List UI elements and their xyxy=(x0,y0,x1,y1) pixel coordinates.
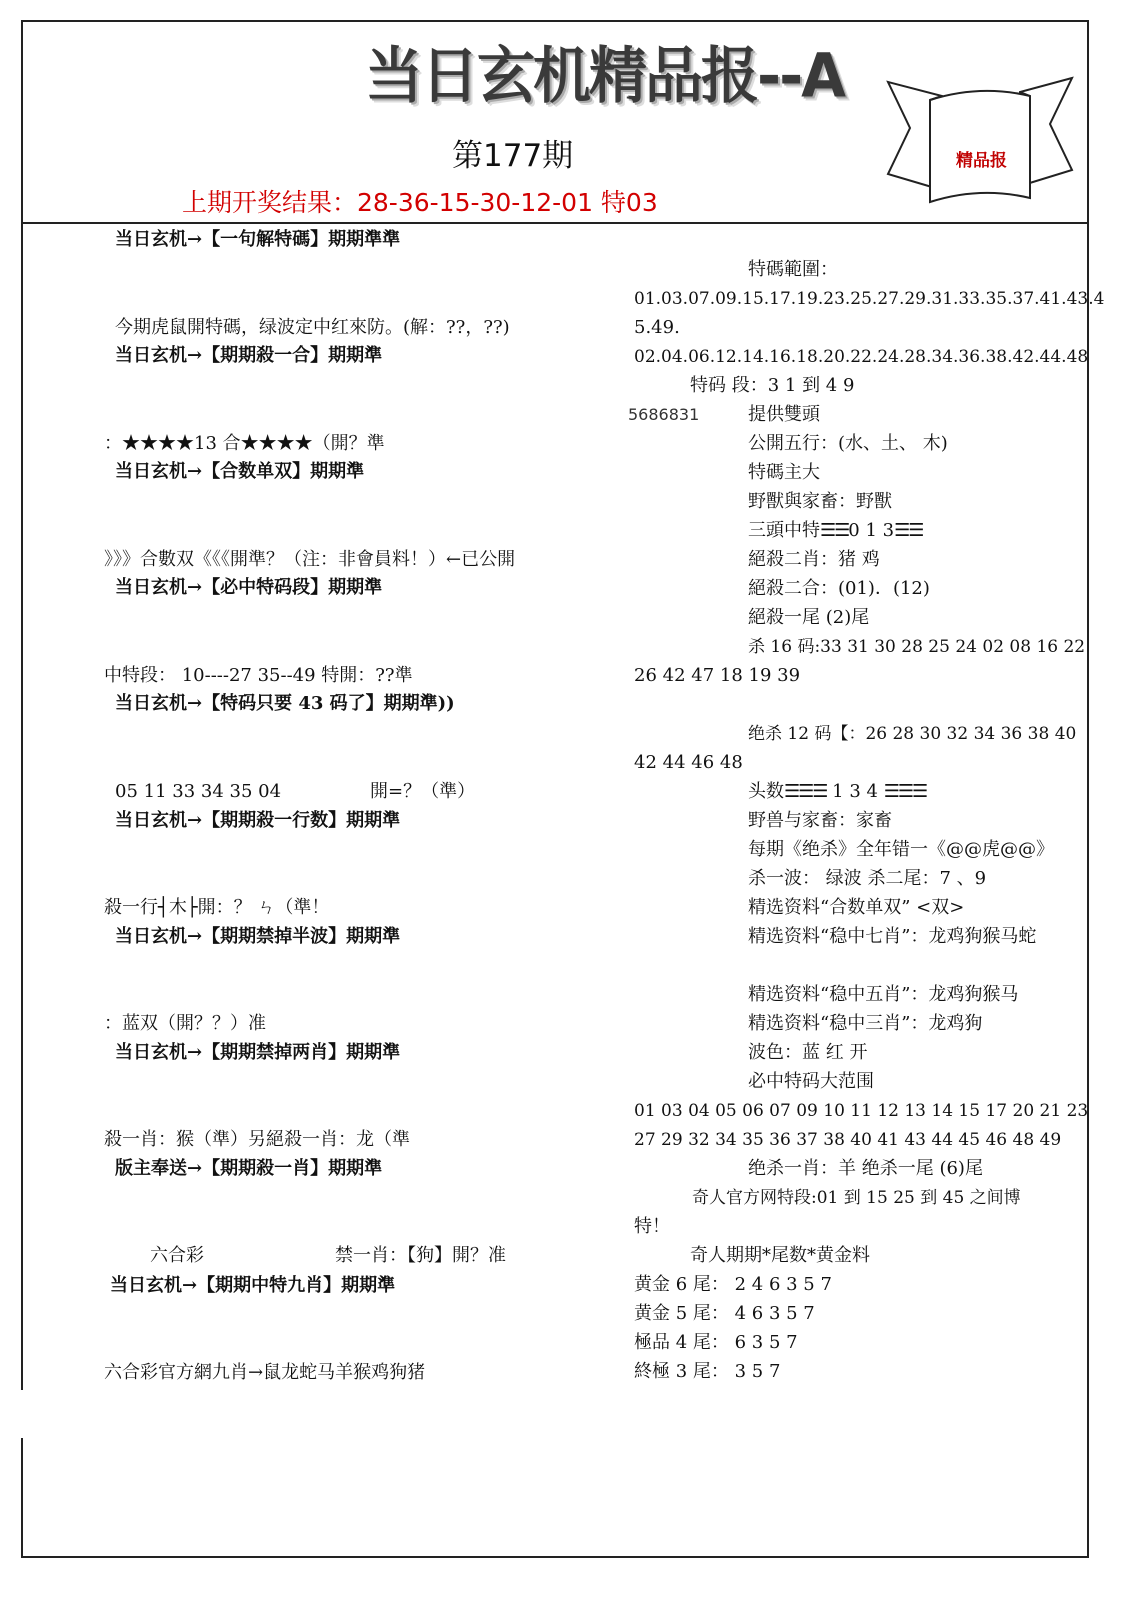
info-line: 黄金 6 尾： 2 4 6 3 5 7 xyxy=(634,1274,832,1295)
info-line: 野兽与家畜：家畜 xyxy=(748,810,892,831)
info-line: 波色：蓝 红 开 xyxy=(748,1042,868,1063)
info-line: 三頭中特☰☰0 1 3☰☰ xyxy=(748,520,923,541)
info-line: 精选资料“稳中五肖”：龙鸡狗猴马 xyxy=(748,984,1019,1005)
section-content: 殺一肖：猴（準）另絕殺一肖：龙（準 xyxy=(104,1129,410,1150)
info-line: 02.04.06.12.14.16.18.20.22.24.28.34.36.38.42.44.48 xyxy=(634,347,1089,367)
section-content: ：★★★★13 合★★★★（開？準 xyxy=(104,433,385,454)
section-heading: 当日玄机→【期期禁掉两肖】期期準 xyxy=(115,1042,401,1063)
section-heading: 当日玄机→【期期中特九肖】期期準 xyxy=(110,1275,396,1296)
info-line: 特碼主大 xyxy=(748,462,820,483)
info-line: 黄金 5 尾： 4 6 3 5 7 xyxy=(634,1303,815,1324)
info-line: 特碼範圍： xyxy=(748,259,838,280)
issue-number: 第177期 xyxy=(452,138,574,174)
section-heading: 当日玄机→【期期禁掉半波】期期準 xyxy=(115,926,401,947)
info-line: 27 29 32 34 35 36 37 38 40 41 43 44 45 46 48 49 xyxy=(634,1130,1062,1150)
info-line: 公開五行：(水、土、 木) xyxy=(748,433,948,454)
info-line: 5.49. xyxy=(634,317,680,338)
info-line: 01.03.07.09.15.17.19.23.25.27.29.31.33.35.37.41.43.4 xyxy=(634,289,1105,309)
section-content: 中特段： 10----27 35--49 特開：??準 xyxy=(104,665,413,686)
stamp-number: 5686831 xyxy=(628,405,700,424)
info-line: 終極 3 尾： 3 5 7 xyxy=(634,1361,781,1382)
info-line: 杀 16 码:33 31 30 28 25 24 02 08 16 22 xyxy=(748,637,1086,657)
info-line: 精选资料“合数单双” <双> xyxy=(748,897,965,918)
section-content: 開=？（準） xyxy=(370,781,476,802)
info-line: 特码 段：3 1 到 4 9 xyxy=(690,375,855,396)
section-content: 禁一肖：【狗】開？准 xyxy=(335,1245,506,1266)
info-line: 每期《绝杀》全年错一《@@虎@@》 xyxy=(748,839,1054,860)
section-content: 今期虎鼠開特碼，绿波定中红來防。(解：??，??) xyxy=(115,317,510,338)
info-line: 提供雙頭 xyxy=(748,404,820,425)
section-heading: 当日玄机→【期期殺一合】期期準 xyxy=(115,345,383,366)
info-line: 头数☰☰☰ 1 3 4 ☰☰☰ xyxy=(748,781,927,802)
section-content: 殺一行┤木├開：？ ㄣ（準！ xyxy=(104,897,330,918)
ribbon-badge-icon xyxy=(880,70,1080,220)
section-heading: 当日玄机→【合数单双】期期準 xyxy=(115,461,365,482)
info-line: 绝杀 12 码【：26 28 30 32 34 36 38 40 xyxy=(748,724,1077,744)
info-line: 絕殺二合：(01)．(12) xyxy=(748,578,930,599)
info-line: 精选资料“稳中三肖”：龙鸡狗 xyxy=(748,1013,983,1034)
section-content: ：蓝双（開？？）准 xyxy=(104,1013,266,1034)
info-line: 奇人官方网特段:01 到 15 25 到 45 之间博 xyxy=(692,1188,1021,1208)
section-heading: 当日玄机→【必中特码段】期期準 xyxy=(115,577,383,598)
section-content: 05 11 33 34 35 04 xyxy=(115,781,282,802)
info-line: 01 03 04 05 06 07 09 10 11 12 13 14 15 17 20 21 23 xyxy=(634,1101,1089,1121)
info-line: 42 44 46 48 xyxy=(634,752,743,773)
info-line: 26 42 47 18 19 39 xyxy=(634,665,801,686)
info-line: 奇人期期*尾数*黄金料 xyxy=(690,1245,870,1266)
info-line: 必中特码大范围 xyxy=(748,1071,874,1092)
page-title: 当日玄机精品报--A xyxy=(365,39,845,111)
info-line: 極品 4 尾： 6 3 5 7 xyxy=(634,1332,798,1353)
badge-label: 精品报 xyxy=(956,151,1007,171)
header-divider xyxy=(21,222,1089,224)
section-content: 六合彩 xyxy=(150,1245,204,1266)
info-line: 精选资料“稳中七肖”：龙鸡狗猴马蛇 xyxy=(748,926,1037,947)
section-heading: 当日玄机→【一句解特碼】期期準準 xyxy=(115,229,401,250)
info-line: 绝杀一肖：羊 绝杀一尾 (6)尾 xyxy=(748,1158,983,1179)
info-line: 野獸與家畜：野獸 xyxy=(748,491,892,512)
section-heading: 当日玄机→【期期殺一行数】期期準 xyxy=(115,810,401,831)
section-heading: 当日玄机→【特码只要 43 码了】期期準)) xyxy=(115,693,455,714)
info-line: 絕殺一尾 (2)尾 xyxy=(748,607,870,628)
last-result: 上期开奖结果：28-36-15-30-12-01 特03 xyxy=(182,188,658,217)
section-heading: 版主奉送→【期期殺一肖】期期準 xyxy=(115,1158,383,1179)
section-content: 》》》合數双《《《開準？（注：非會員料！）←已公開 xyxy=(104,549,516,570)
section-content: 六合彩官方網九肖→鼠龙蛇马羊猴鸡狗猪 xyxy=(104,1362,426,1383)
info-line: 特！ xyxy=(634,1216,670,1237)
info-line: 杀一波： 绿波 杀二尾：7 、9 xyxy=(748,868,987,889)
info-line: 絕殺二肖：猪 鸡 xyxy=(748,549,880,570)
